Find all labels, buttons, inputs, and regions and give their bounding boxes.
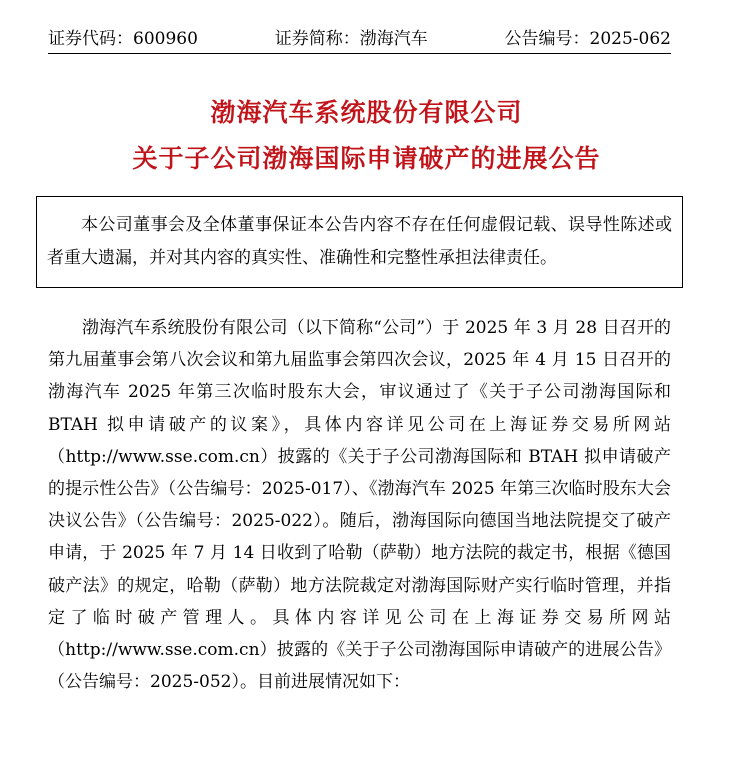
stock-name: 证券简称：渤海汽车 <box>274 29 428 49</box>
document-title <box>0 96 733 176</box>
company-name-title: 渤海汽车系统股份有限公司 <box>210 98 523 127</box>
announcement-body <box>48 312 671 698</box>
board-guarantee-notice <box>36 196 683 288</box>
document-header <box>48 20 671 50</box>
stock-code: 证券代码：600960 <box>48 29 198 49</box>
header-divider <box>48 53 671 54</box>
notice-text: 本公司董事会及全体董事保证本公告内容不存在任何虚假记载、误导性陈述或者重大遗漏，并对其内容的真实性、准确性和完整性承担法律责任。 <box>47 215 672 268</box>
announcement-subject-title: 关于子公司渤海国际申请破产的进展公告 <box>132 144 601 173</box>
announcement-number: 公告编号：2025-062 <box>504 29 671 49</box>
body-paragraph: 渤海汽车系统股份有限公司（以下简称“公司”）于 2025 年 3 月 28 日召开的第九届董事会第八次会议和第九届监事会第四次会议，2025 年 4 月 15 日召开的渤海汽车 2025 年第三次临时股东大会，审议通过了《关于子公司渤海国际和 BTAH 拟申请破产的议案》，具体内容详见公司在上海证券交易所网站（http://www.sse.com.cn）披露的《关于子公司渤海国际和 BTAH 拟申请破产的提示性公告》（公告编号：2025-017）、《渤海汽车 2025 年第三次临时股东大会决议公告》（公告编号：2025-022）。随后，渤海国际向德国当地法院提交了破产申请，于 2025 年 7 月 14 日收到了哈勒（萨勒）地方法院的裁定书，根据《德国破产法》的规定，哈勒（萨勒）地方法院裁定对渤海国际财产实行临时管理，并指定了临时破产管理人。具体内容详见公司在上海证券交易所网站（http://www.sse.com.cn）披露的《关于子公司渤海国际申请破产的进展公告》（公告编号：2025-052）。目前进展情况如下： <box>48 318 671 693</box>
